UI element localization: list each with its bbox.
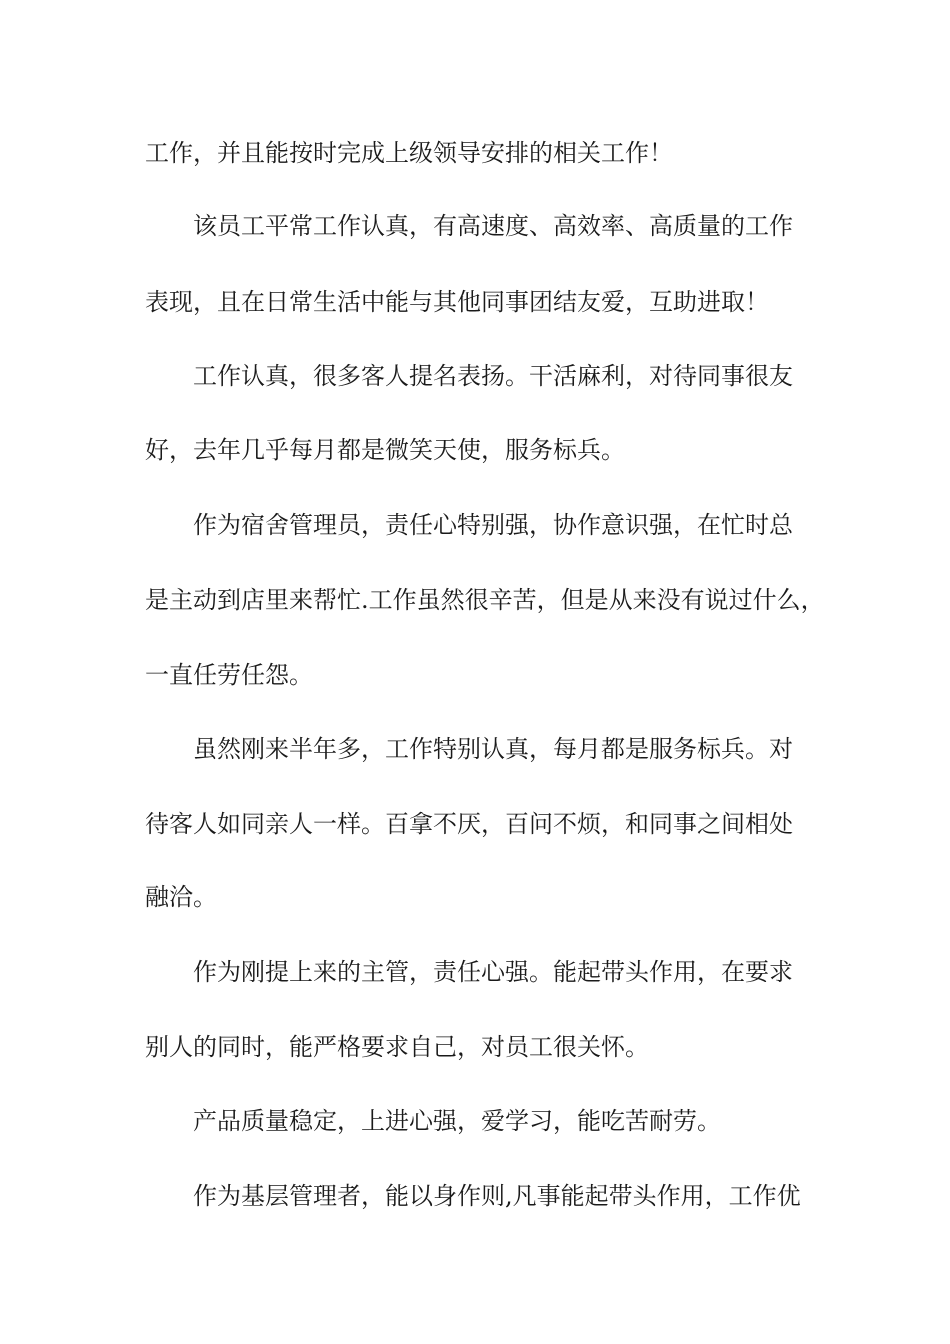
text-line-1: 工作，并且能按时完成上级领导安排的相关工作！ (145, 139, 673, 167)
text-line-10: 待客人如同亲人一样。百拿不厌，百问不烦，和同事之间相处 (145, 810, 793, 838)
text-line-15: 作为基层管理者，能以身作则,凡事能起带头作用，工作优 (193, 1182, 801, 1210)
text-line-8: 一直任劳任怨。 (145, 661, 313, 689)
text-line-7: 是主动到店里来帮忙.工作虽然很辛苦，但是从来没有说过什么， (145, 586, 825, 614)
text-line-2: 该员工平常工作认真，有高速度、高效率、高质量的工作 (193, 212, 793, 240)
text-line-3: 表现，且在日常生活中能与其他同事团结友爱，互助进取！ (145, 288, 769, 316)
text-line-5: 好，去年几乎每月都是微笑天使，服务标兵。 (145, 436, 625, 464)
text-line-9: 虽然刚来半年多，工作特别认真，每月都是服务标兵。对 (193, 735, 793, 763)
text-line-6: 作为宿舍管理员，责任心特别强，协作意识强，在忙时总 (193, 511, 793, 539)
text-line-11: 融洽。 (145, 883, 217, 911)
text-line-14: 产品质量稳定，上进心强，爱学习，能吃苦耐劳。 (193, 1107, 721, 1135)
text-line-13: 别人的同时，能严格要求自己，对员工很关怀。 (145, 1033, 649, 1061)
text-line-12: 作为刚提上来的主管，责任心强。能起带头作用，在要求 (193, 958, 793, 986)
text-line-4: 工作认真，很多客人提名表扬。干活麻利，对待同事很友 (193, 362, 793, 390)
